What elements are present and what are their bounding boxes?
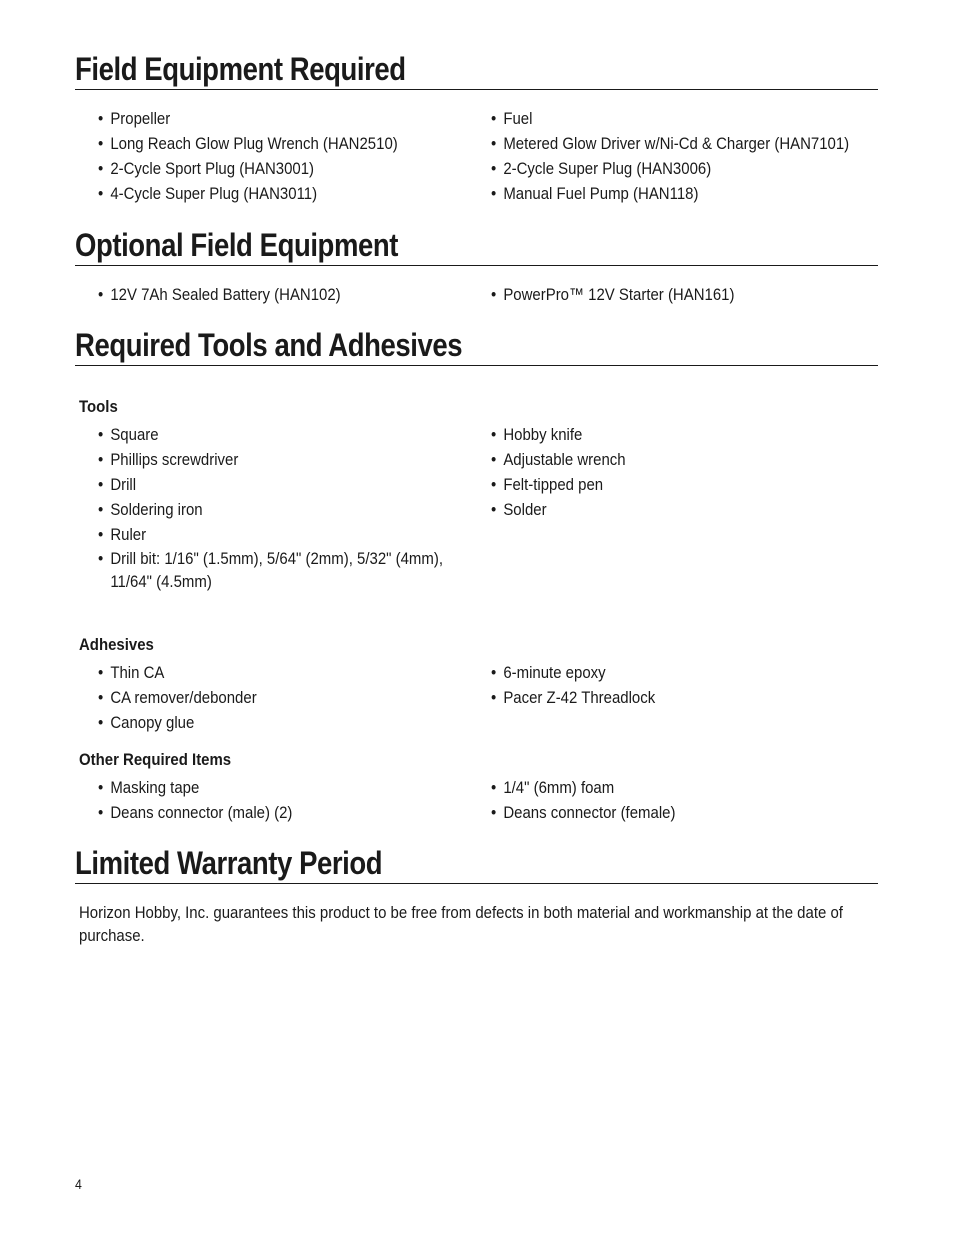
bullet-icon: • [98,525,104,544]
adhesives-heading: Adhesives [79,635,154,654]
bullet-icon: • [491,450,497,469]
list-item: • Drill bit: 1/16" (1.5mm), 5/64" (2mm), 5/32" (4mm), 11/64" (4.5mm) [98,549,443,591]
bullet-icon: • [98,159,104,178]
list-item: • Long Reach Glow Plug Wrench (HAN2510) [98,131,432,156]
list-item: • PowerPro™ 12V Starter (HAN161) [491,282,825,307]
list-item: • Ruler [98,522,432,547]
bullet-icon: • [98,663,104,682]
divider [75,89,878,90]
bullet-icon: • [491,500,497,519]
list-item: • 1/4" (6mm) foam [491,775,825,800]
bullet-icon: • [491,134,497,153]
list-item: • Canopy glue [98,710,432,735]
list-item: • CA remover/debonder [98,685,432,710]
list-item: • 12V 7Ah Sealed Battery (HAN102) [98,282,432,307]
bullet-icon: • [491,778,497,797]
list-item: • Pacer Z-42 Threadlock [491,685,825,710]
page-number: 4 [75,1176,82,1192]
divider [75,883,878,884]
bullet-icon: • [98,285,104,304]
section-title: Required Tools and Adhesives [75,327,463,363]
bullet-icon: • [98,425,104,444]
section-field-equipment-required [75,49,878,90]
bullet-icon: • [98,778,104,797]
bullet-icon: • [98,134,104,153]
section-title: Field Equipment Required [75,51,406,87]
list-item: • Felt-tipped pen [491,472,825,497]
list-item: • Adjustable wrench [491,447,825,472]
list-item: • Fuel [491,106,825,131]
bullet-icon: • [491,285,497,304]
bullet-icon: • [98,450,104,469]
bullet-icon: • [491,663,497,682]
bullet-icon: • [491,109,497,128]
section-optional-field-equipment [75,225,878,266]
section-title: Optional Field Equipment [75,227,398,263]
section-required-tools-adhesives [75,325,878,366]
bullet-icon: • [98,109,104,128]
other-items-heading: Other Required Items [79,750,232,769]
list-item: • Metered Glow Driver w/Ni-Cd & Charger (HAN7101) [491,131,825,156]
list-item: • 2-Cycle Sport Plug (HAN3001) [98,156,432,181]
list-item: • 2-Cycle Super Plug (HAN3006) [491,156,825,181]
bullet-icon: • [98,803,104,822]
bullet-icon: • [98,475,104,494]
list-item: • 6-minute epoxy [491,660,825,685]
list-item: • Soldering iron [98,497,432,522]
tools-heading: Tools [79,397,118,416]
bullet-icon: • [491,803,497,822]
list-item: • Phillips screwdriver [98,447,432,472]
list-item: • Propeller [98,106,432,131]
divider [75,365,878,366]
list-item: • Drill [98,472,432,497]
bullet-icon: • [491,688,497,707]
bullet-icon: • [98,688,104,707]
bullet-icon: • [491,425,497,444]
section-limited-warranty [75,843,878,884]
section-title: Limited Warranty Period [75,845,383,881]
bullet-icon: • [98,184,104,203]
list-item: • Deans connector (female) [491,800,825,825]
bullet-icon: • [98,549,104,568]
bullet-icon: • [98,713,104,732]
list-item: • Manual Fuel Pump (HAN118) [491,181,825,206]
bullet-icon: • [491,184,497,203]
bullet-icon: • [491,475,497,494]
list-item: • Deans connector (male) (2) [98,800,432,825]
bullet-icon: • [491,159,497,178]
list-item: • Solder [491,497,825,522]
list-item: • Masking tape [98,775,432,800]
list-item: • Hobby knife [491,422,825,447]
divider [75,265,878,266]
warranty-paragraph: Horizon Hobby, Inc. guarantees this product to be free from defects in both material and workmanship at the date of purchase. [79,903,843,945]
bullet-icon: • [98,500,104,519]
list-item: • Square [98,422,432,447]
list-item: • 4-Cycle Super Plug (HAN3011) [98,181,432,206]
list-item: • Thin CA [98,660,432,685]
